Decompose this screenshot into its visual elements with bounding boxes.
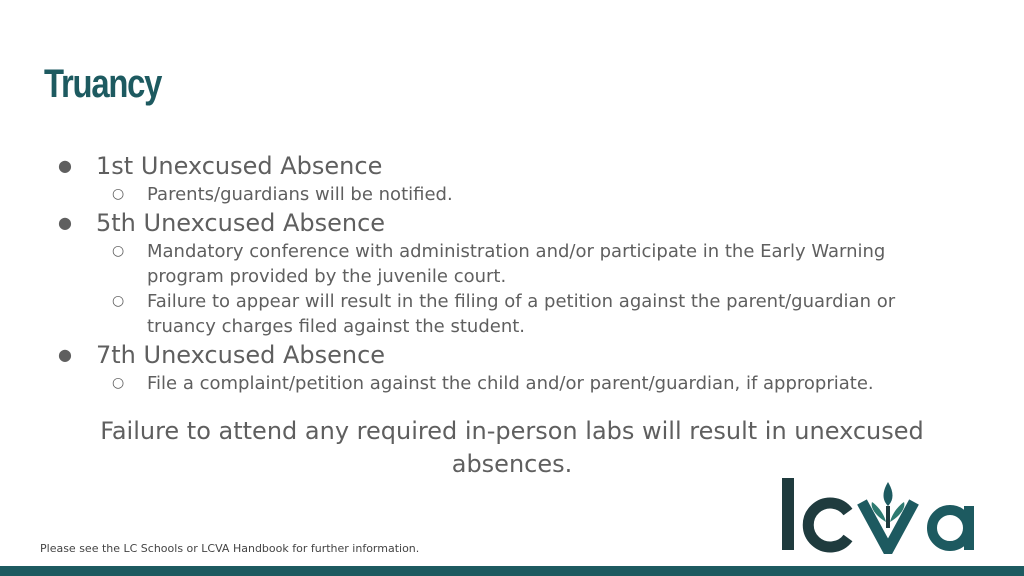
footer-note: Please see the LC Schools or LCVA Handbook for further information. (40, 542, 420, 555)
sub-list-item-text: Mandatory conference with administration and/or participate in the Early Warning program provided by the juvenile court. (147, 241, 886, 287)
sub-list-item-text: Failure to appear will result in the filing of a petition against the parent/guardian or truancy charges filed against the student. (147, 291, 896, 337)
sub-list-item (0, 371, 1024, 396)
bottom-accent-bar (0, 566, 1024, 576)
labs-notice: Failure to attend any required in-person labs will result in unexcused absences. (100, 417, 924, 478)
list-item-label: 5th Unexcused Absence (96, 209, 386, 237)
sub-list-item (0, 239, 1024, 289)
bullet-icon: ● (58, 345, 72, 364)
list-item-label: 1st Unexcused Absence (96, 152, 383, 180)
sub-list-item-text: File a complaint/petition against the child and/or parent/guardian, if appropriate. (147, 373, 874, 394)
sub-bullet-icon: ○ (112, 243, 125, 259)
sub-list-item (0, 182, 1024, 207)
sub-list-item (0, 289, 1024, 339)
sub-bullet-icon: ○ (112, 293, 125, 309)
bullet-icon: ● (58, 156, 72, 175)
lcva-logo (778, 476, 982, 554)
list-item-label: 7th Unexcused Absence (96, 341, 386, 369)
bullet-list (0, 150, 1024, 396)
bullet-icon: ● (58, 213, 72, 232)
sub-list-item-text: Parents/guardians will be notified. (147, 184, 453, 205)
sub-bullet-icon: ○ (112, 186, 125, 202)
list-item (0, 150, 1024, 182)
list-item (0, 339, 1024, 371)
slide-title: Truancy (44, 62, 162, 106)
torch-leaves-icon (862, 482, 914, 550)
sub-bullet-icon: ○ (112, 375, 125, 391)
list-item (0, 207, 1024, 239)
